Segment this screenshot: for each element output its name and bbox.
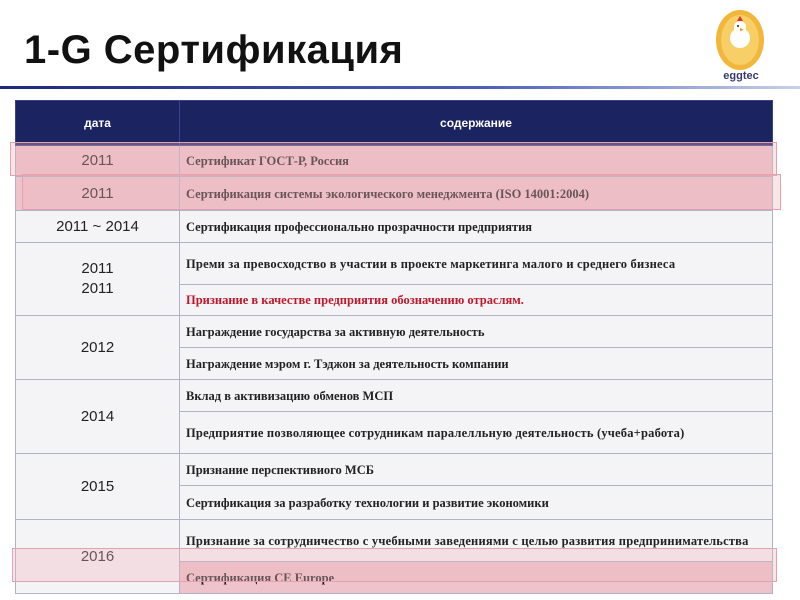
title-divider xyxy=(0,86,800,89)
header-content: содержание xyxy=(180,101,773,146)
date-value: 2011 xyxy=(81,184,114,202)
date-value: 2016 xyxy=(80,547,115,565)
table-row xyxy=(16,211,773,243)
table-row xyxy=(16,177,773,211)
date-cell xyxy=(16,454,180,520)
content-cell: Сертификация CE Europe xyxy=(180,562,773,594)
date-value: 2011 xyxy=(81,280,114,297)
content-cell: Вклад в активизацию обменов МСП xyxy=(180,380,773,412)
table-row xyxy=(16,380,773,412)
date-value: 2012 xyxy=(80,338,115,356)
content-cell: Признание в качестве предприятия обозначению отраслям. xyxy=(180,285,773,316)
table-row xyxy=(16,243,773,285)
content-cell: Признание перспективиого МСБ xyxy=(180,454,773,486)
content-cell: Сертификация профессионально прозрачности предприятия xyxy=(180,211,773,243)
table-header-row xyxy=(16,101,773,146)
logo-text: eggtec xyxy=(723,70,759,82)
table-row xyxy=(16,520,773,562)
content-cell: Предприятие позволяющее сотрудникам паралелльную деятельность (учеба+работа) xyxy=(180,412,773,454)
content-cell: Сертификация за разработку технологии и развитие экономики xyxy=(180,486,773,520)
content-cell: Награждение мэром г. Тэджон за деятельность компании xyxy=(180,348,773,380)
table-row xyxy=(16,316,773,348)
header-date: дата xyxy=(16,101,180,146)
table-row xyxy=(16,146,773,177)
date-cell xyxy=(16,380,180,454)
date-value: 2011 xyxy=(81,260,114,277)
content-cell: Сертификация системы экологического менеджмента (ISO 14001:2004) xyxy=(180,177,773,211)
date-cell xyxy=(16,243,180,316)
content-cell: Признание за сотрудничество с учебными заведениями с целью развития предпринимательства xyxy=(180,520,773,562)
table-row xyxy=(16,454,773,486)
content-cell: Награждение государства за активную деятельность xyxy=(180,316,773,348)
date-cell xyxy=(16,316,180,380)
date-value: 2011 ~ 2014 xyxy=(56,217,139,235)
date-value: 2015 xyxy=(80,477,115,495)
date-cell xyxy=(16,146,180,177)
date-cell xyxy=(16,211,180,243)
date-value: 2011 xyxy=(81,152,114,169)
date-value: 2014 xyxy=(80,407,115,425)
date-cell xyxy=(16,520,180,594)
content-cell: Сертификат ГОСТ-Р, Россия xyxy=(180,146,773,177)
page-title: 1-G Сертификация xyxy=(24,28,404,72)
date-cell xyxy=(16,177,180,211)
content-cell: Преми за превосходство в участии в проекте маркетинга малого и среднего бизнеса xyxy=(180,243,773,285)
certification-table xyxy=(15,100,773,594)
